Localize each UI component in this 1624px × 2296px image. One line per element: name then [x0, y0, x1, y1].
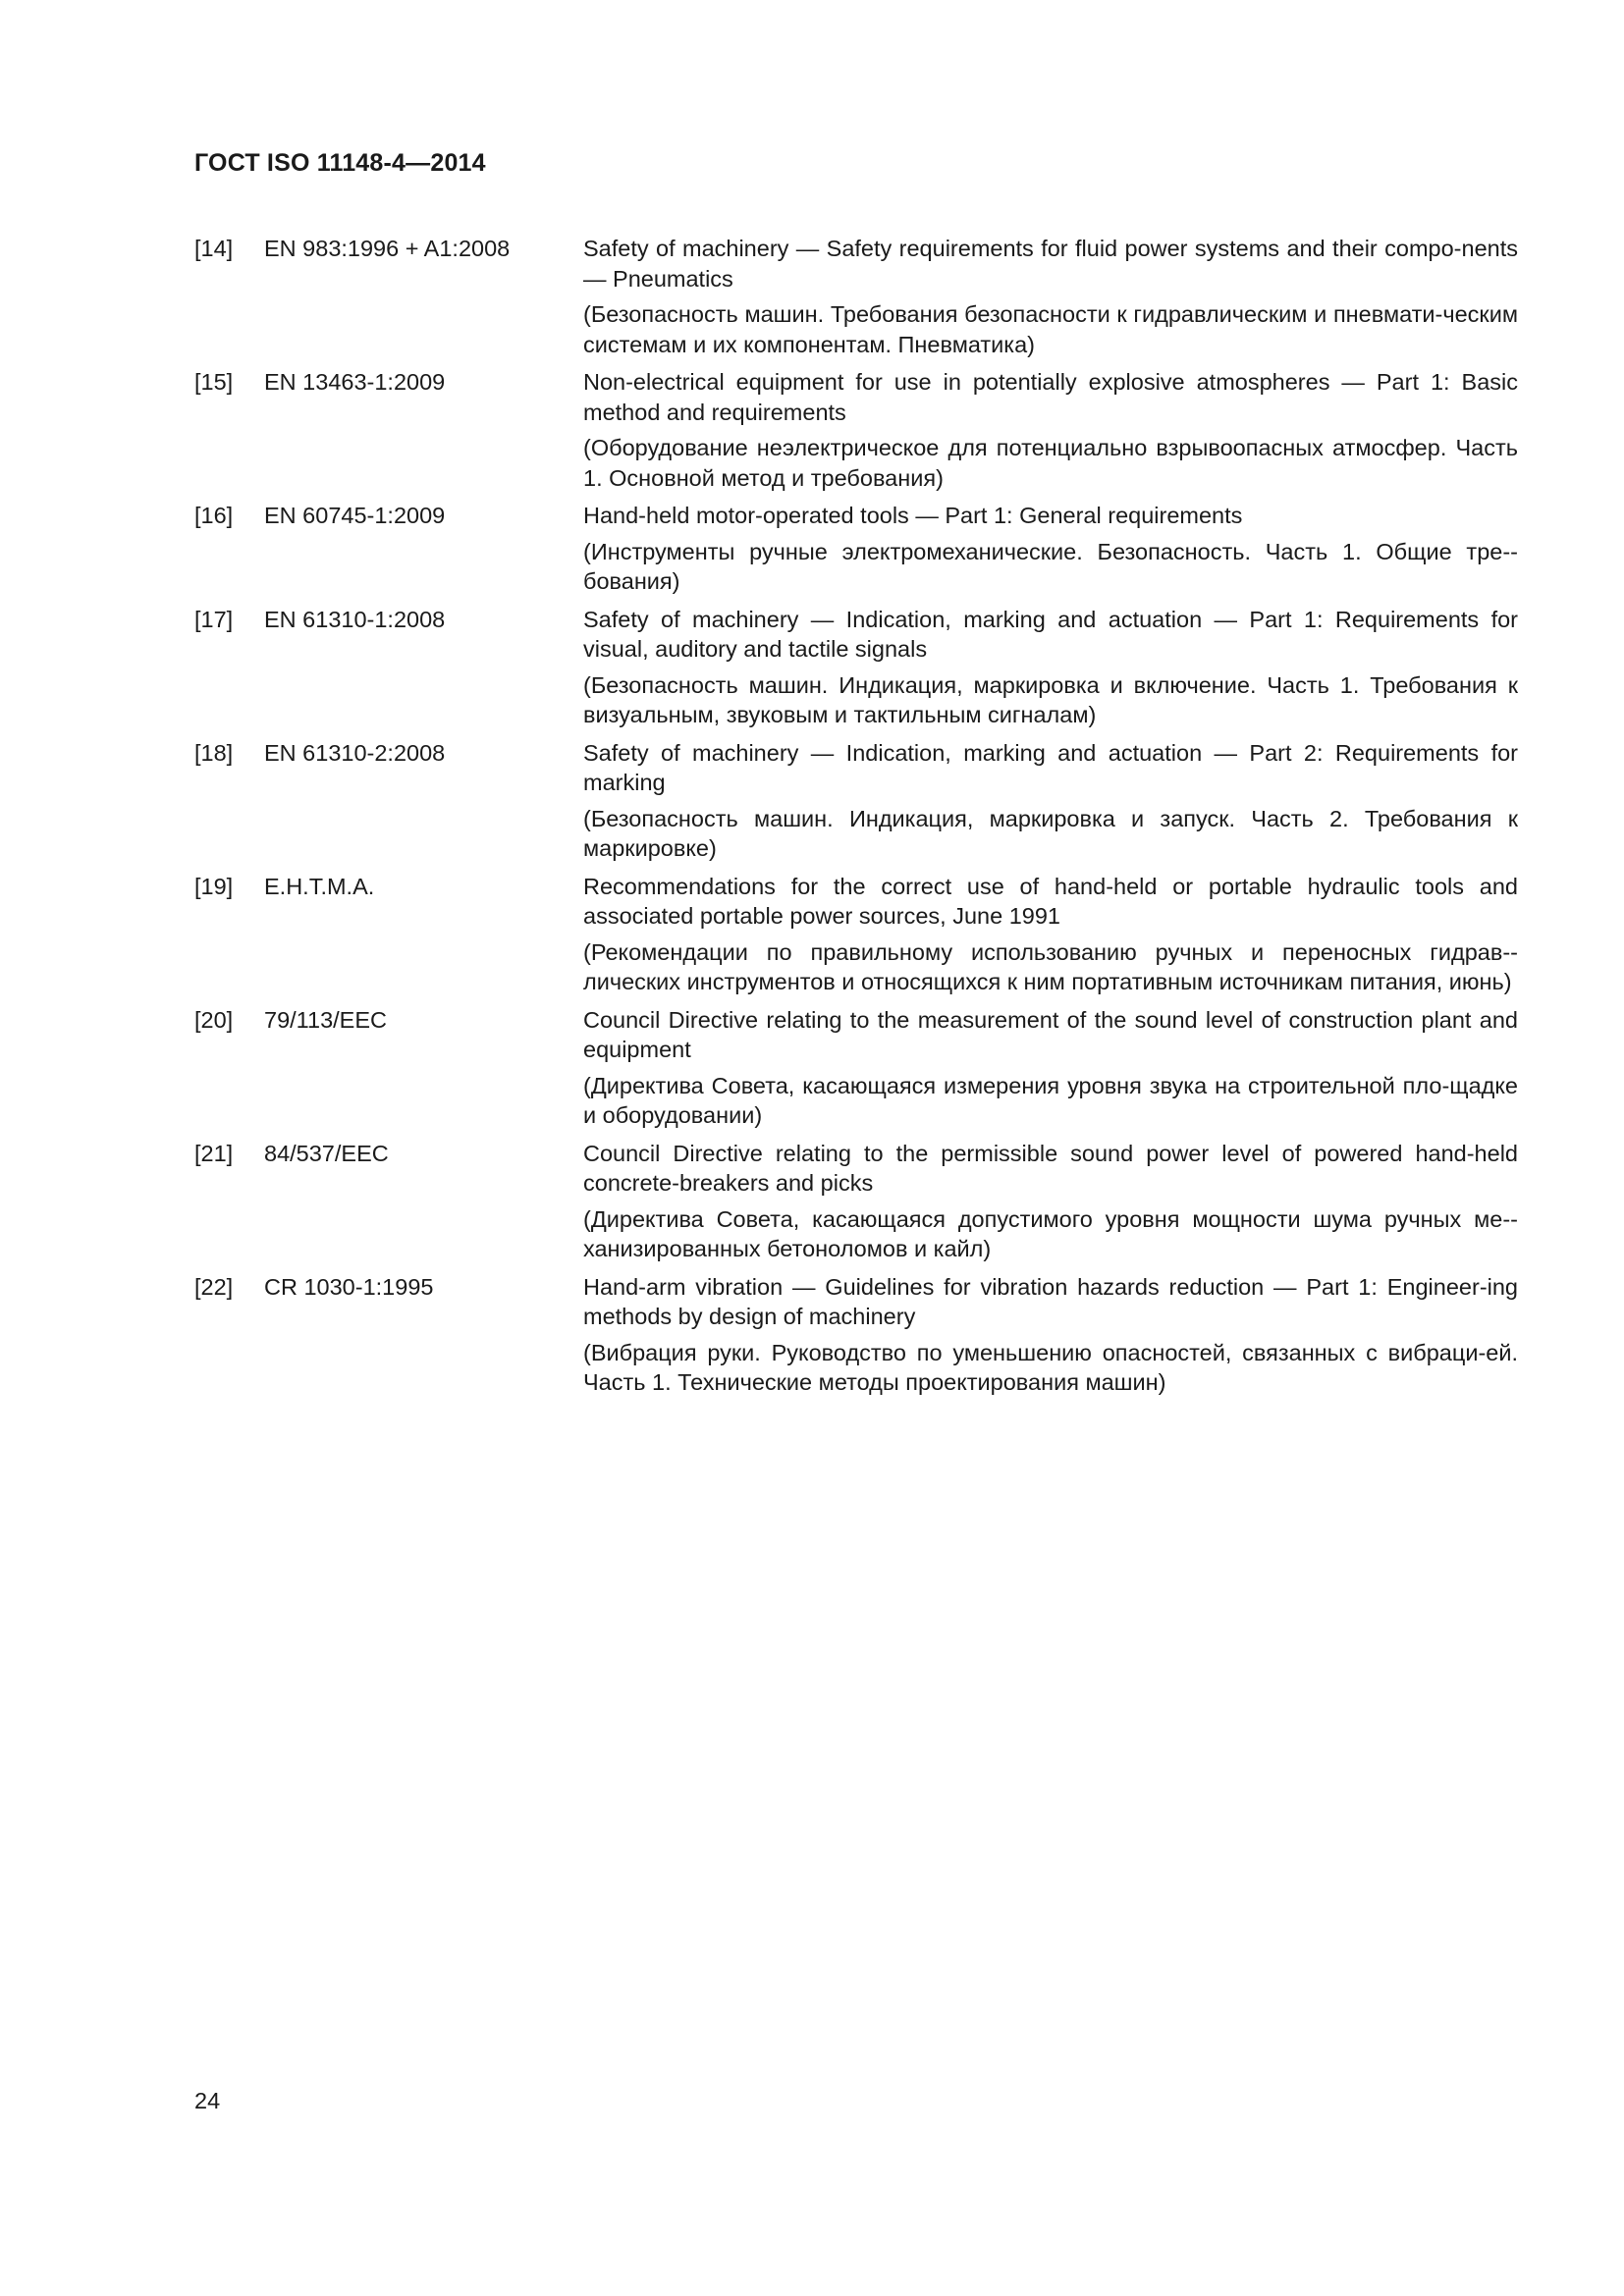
entry-number: [16]: [194, 503, 234, 528]
entry-titles: [583, 367, 1518, 493]
entry-number: [21]: [194, 1140, 234, 1166]
entry-title-ru: (Директива Совета, касающаяся допустимого уровня мощности шума ручных ме-ханизированных бетоноломов и кайл): [583, 1205, 1518, 1261]
entry-reference: E.H.T.M.A.: [264, 873, 375, 899]
entry-reference: 84/537/EEC: [264, 1140, 389, 1166]
entry-reference: CR 1030-1:1995: [264, 1273, 434, 1300]
entry-titles: [583, 501, 1518, 597]
entry-title-ru: (Рекомендации по правильному использованию ручных и переносных гидрав-лических инструментов и относящихся к ним портативным источникам питания, июнь): [583, 938, 1518, 994]
entry-title-en: Recommendations for the correct use of hand-held or portable hydraulic tools and associated portable power sources, June 1991: [583, 873, 1518, 929]
entry-reference: EN 983:1996 + A1:2008: [264, 236, 511, 261]
entry-title-en: Hand-held motor-operated tools — Part 1: General requirements: [583, 503, 1243, 528]
entry-title-ru: (Безопасность машин. Требования безопасности к гидравлическим и пневмати-ческим системам и их компонентам. Пневматика): [583, 301, 1518, 357]
entry-titles: [583, 1272, 1518, 1398]
entry-titles: [583, 872, 1518, 997]
bibliography-entry: [194, 501, 1518, 597]
entry-number: [14]: [194, 236, 234, 261]
entry-title-en: Safety of machinery — Indication, marking and actuation — Part 1: Requirements for visual, auditory and tactile signals: [583, 606, 1518, 662]
entry-titles: [583, 1005, 1518, 1131]
entry-reference: EN 61310-1:2008: [264, 606, 446, 632]
entry-reference: 79/113/EEC: [264, 1006, 387, 1033]
bibliography-entry: [194, 1272, 1518, 1398]
bibliography-entry: [194, 1139, 1518, 1264]
entry-reference: EN 60745-1:2009: [264, 503, 446, 528]
page-header-title: ГОСТ ISO 11148-4—2014: [194, 149, 486, 177]
entry-titles: [583, 738, 1518, 864]
bibliography-entry: [194, 367, 1518, 493]
entry-title-en: Non-electrical equipment for use in potentially explosive atmospheres — Part 1: Basic method and requirements: [583, 369, 1518, 425]
entry-number: [22]: [194, 1273, 234, 1300]
entry-title-ru: (Вибрация руки. Руководство по уменьшению опасностей, связанных с вибраци-ей. Часть 1. Технические методы проектирования машин): [583, 1339, 1518, 1395]
entry-number: [19]: [194, 873, 234, 899]
entry-title-ru: (Инструменты ручные электромеханические. Безопасность. Часть 1. Общие тре-бования): [583, 538, 1518, 594]
entry-title-ru: (Безопасность машин. Индикация, маркировка и включение. Часть 1. Требования к визуальным, звуковым и тактильным сигналам): [583, 671, 1518, 727]
entry-titles: [583, 1139, 1518, 1264]
entry-number: [20]: [194, 1006, 234, 1033]
entry-title-ru: (Безопасность машин. Индикация, маркировка и запуск. Часть 2. Требования к маркировке): [583, 805, 1518, 861]
entry-reference: EN 61310-2:2008: [264, 739, 446, 766]
entry-title-ru: (Директива Совета, касающаяся измерения уровня звука на строительной пло-щадке и оборудовании): [583, 1072, 1518, 1128]
entry-title-en: Council Directive relating to the measurement of the sound level of construction plant and equipment: [583, 1006, 1518, 1062]
entry-title-en: Hand-arm vibration — Guidelines for vibration hazards reduction — Part 1: Engineer-ing methods by design of machinery: [583, 1273, 1518, 1329]
bibliography-entry: [194, 605, 1518, 730]
bibliography-entry: [194, 872, 1518, 997]
entry-title-en: Council Directive relating to the permissible sound power level of powered hand-held concrete-breakers and picks: [583, 1140, 1518, 1196]
entry-title-en: Safety of machinery — Safety requirements for fluid power systems and their compo-nents — Pneumatics: [583, 236, 1518, 292]
entry-title-ru: (Оборудование неэлектрическое для потенциально взрывоопасных атмосфер. Часть 1. Основной метод и требования): [583, 435, 1518, 491]
bibliography-entry: [194, 738, 1518, 864]
entry-number: [17]: [194, 606, 234, 632]
entry-title-en: Safety of machinery — Indication, marking and actuation — Part 2: Requirements for marking: [583, 739, 1518, 795]
entry-titles: [583, 234, 1518, 359]
entry-reference: EN 13463-1:2009: [264, 369, 446, 395]
bibliography-entry: [194, 1005, 1518, 1131]
bibliography-list: [194, 234, 1518, 1406]
bibliography-entry: [194, 234, 1518, 359]
entry-number: [15]: [194, 369, 234, 395]
entry-titles: [583, 605, 1518, 730]
page-number: 24: [194, 2088, 221, 2113]
entry-number: [18]: [194, 739, 234, 766]
